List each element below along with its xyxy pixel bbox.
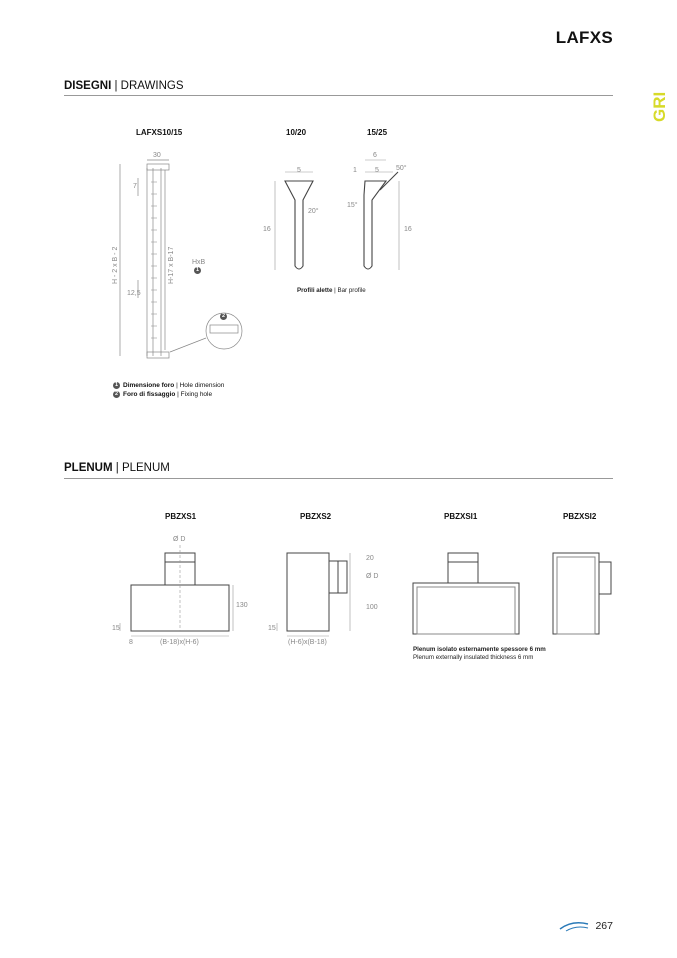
dim-8: 8 <box>129 639 133 646</box>
dim-15b: 15 <box>268 625 276 632</box>
badge-2: 2 <box>221 313 226 319</box>
dim-h-left: H - 2 x B - 2 <box>112 246 119 284</box>
dim-6: 6 <box>373 152 377 159</box>
dim-16b: 16 <box>404 226 412 233</box>
label-pbzxs1: PBZXS1 <box>165 512 197 521</box>
label-lafxs: LAFXS10/15 <box>136 128 183 137</box>
badge-1: 1 <box>195 267 200 273</box>
dim-h-inner: H-17 x B-17 <box>168 246 175 284</box>
legend-badge-1: 1 <box>114 382 119 388</box>
page-number: 267 <box>595 920 613 932</box>
profile-caption-rest: | Bar profile <box>332 287 366 294</box>
dim-b18h6: (B-18)x(H-6) <box>160 639 199 646</box>
dim-15: 15 <box>112 625 120 632</box>
plenum-note-rest: Plenum externally insulated thickness 6 mm <box>413 654 534 661</box>
legend-item-2-rest: | Fixing hole <box>175 391 213 398</box>
drawings-heading-rest: | DRAWINGS <box>111 80 184 92</box>
label-pbzxsi2: PBZXSI2 <box>563 512 597 521</box>
drawings-heading-bold: DISEGNI <box>64 80 112 92</box>
dim-16a: 16 <box>263 226 271 233</box>
plenum-heading-bold: PLENUM <box>64 462 113 474</box>
label-profile-15-25: 15/25 <box>367 128 388 137</box>
label-profile-10-20: 10/20 <box>286 128 307 137</box>
plenum-heading-rest: | PLENUM <box>112 462 170 474</box>
label-pbzxs2: PBZXS2 <box>300 512 332 521</box>
dim-125: 12,5 <box>127 290 141 297</box>
dim-phi-d: Ø D <box>173 536 186 543</box>
legend-badge-2: 2 <box>114 391 119 397</box>
dim-h6b18: (H-6)x(B-18) <box>288 639 327 646</box>
dim-5a: 5 <box>297 167 301 174</box>
label-pbzxsi1: PBZXSI1 <box>444 512 478 521</box>
dim-hxb: HxB <box>192 259 206 266</box>
dim-15deg: 15° <box>347 202 358 209</box>
legend-item-2-bold: Foro di fissaggio <box>123 391 176 398</box>
dim-7: 7 <box>133 183 137 190</box>
side-tab-label: GRI <box>650 91 669 122</box>
dim-1: 1 <box>353 167 357 174</box>
dim-5b: 5 <box>375 167 379 174</box>
page-title: LAFXS <box>555 28 613 47</box>
dim-20: 20 <box>366 555 374 562</box>
dim-100: 100 <box>366 604 378 611</box>
plenum-note-bold: Plenum isolato esternamente spessore 6 mm <box>413 646 546 653</box>
dim-phi-d2: Ø D <box>366 573 379 580</box>
dim-20deg: 20° <box>308 208 319 215</box>
legend-item-1-bold: Dimensione foro <box>123 382 175 389</box>
legend-item-1-rest: | Hole dimension <box>174 382 225 389</box>
dim-50deg: 50° <box>396 165 407 172</box>
dim-130: 130 <box>236 602 248 609</box>
dim-30: 30 <box>153 152 161 159</box>
profile-caption-bold: Profili alette <box>297 287 333 294</box>
